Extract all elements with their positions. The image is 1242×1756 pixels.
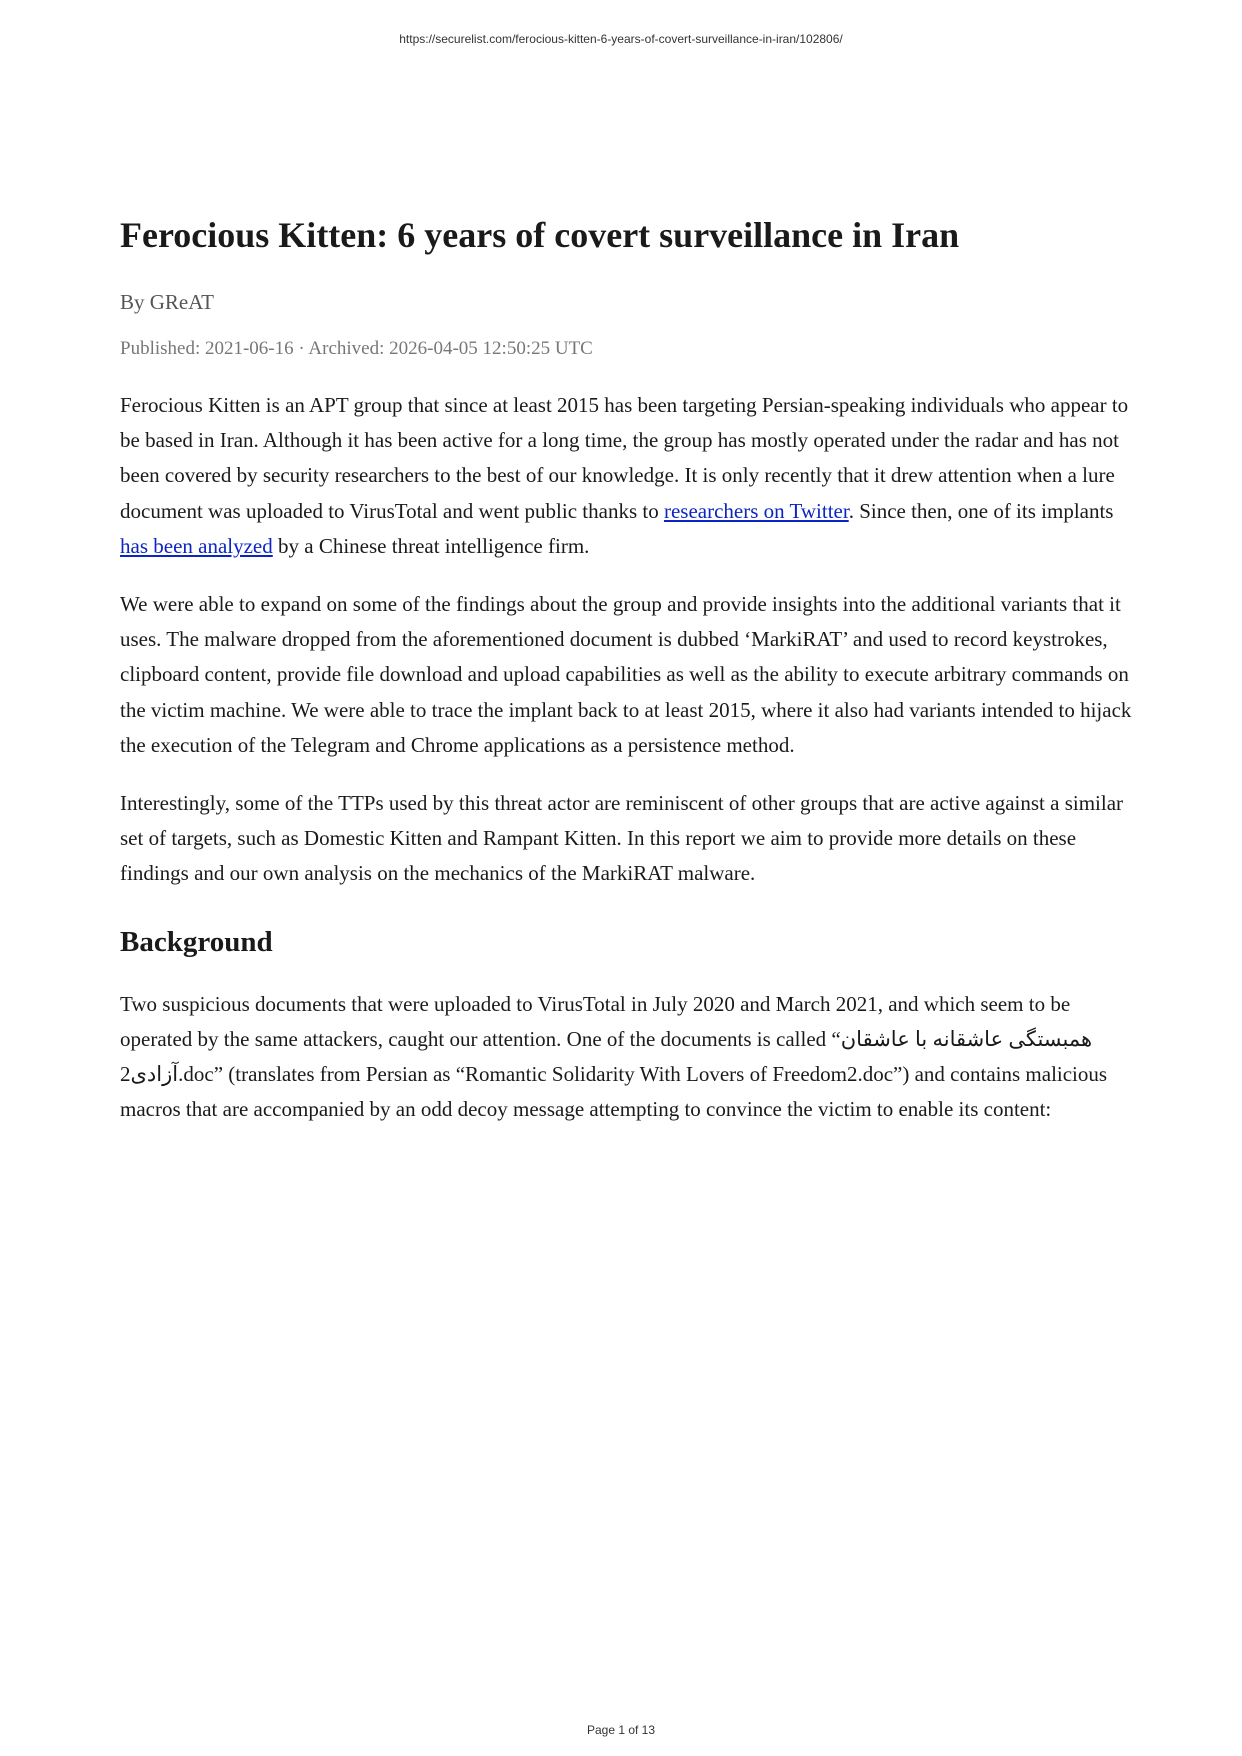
byline: By GReAT bbox=[120, 290, 214, 314]
page-footer: Page 1 of 13 bbox=[586, 1723, 656, 1737]
paragraph-text: Ferocious Kitten is an APT group that since at least 2015 has been targeting Persian-speaking individuals who appear to be based in Iran. Although it has been active for a long time, the group has mostly operated under the radar and has not been covered by security researchers to the best of our knowledge. It is only recently that it drew attention when a lure document was uploaded to VirusTotal and went public thanks to bbox=[120, 393, 1129, 523]
researchers-twitter-link[interactable]: researchers on Twitter bbox=[663, 498, 849, 523]
ttps-paragraph: Interestingly, some of the TTPs used by this threat actor are reminiscent of other groups that are active against a similar set of targets, such as Domestic Kitten and Rampant Kitten. In this report we aim to provide more details on these findings and our own analysis on the mechanics of the MarkiRAT malware. bbox=[120, 791, 1124, 886]
section-heading-background: Background bbox=[120, 925, 273, 958]
page-url: https://securelist.com/ferocious-kitten-6-years-of-covert-surveillance-in-iran/102806/ bbox=[399, 32, 843, 46]
paragraph-text: . Since then, one of its implants bbox=[848, 498, 1114, 523]
article-title: Ferocious Kitten: 6 years of covert surveillance in Iran bbox=[120, 215, 960, 255]
paragraph-text: by a Chinese threat intelligence firm. bbox=[272, 533, 590, 558]
has-been-analyzed-link[interactable]: has been analyzed bbox=[120, 533, 273, 558]
paragraph-text: Two suspicious documents that were uploaded to VirusTotal in July 2020 and March 2021, and which seem to be operated by the same attackers, caught our attention. One of the documents is called “ bbox=[120, 991, 1071, 1051]
article bbox=[120, 211, 1132, 1127]
findings-paragraph: We were able to expand on some of the findings about the group and provide insights into the additional variants that it uses. The malware dropped from the aforementioned document is dubbed ‘MarkiRAT’ and used to record keystrokes, clipboard content, provide file download and upload capabilities as well as the ability to execute arbitrary commands on the victim machine. We were able to trace the implant back to at least 2015, where it also had variants intended to hijack the execution of the Telegram and Chrome applications as a persistence method. bbox=[120, 592, 1132, 757]
paragraph-text: ” (translates from Persian as “Romantic Solidarity With Lovers of Freedom2.doc”) and contains malicious macros that are accompanied by an odd decoy message attempting to convince the victim to enable its content: bbox=[120, 1062, 1108, 1122]
background-paragraph bbox=[120, 987, 1132, 1128]
persian-document-name: همبستگی عاشقانه با عاشقان آزادی2.doc bbox=[120, 1026, 1093, 1087]
intro-paragraph bbox=[120, 388, 1132, 564]
publish-meta: Published: 2021-06-16 · Archived: 2026-04-05 12:50:25 UTC bbox=[120, 338, 593, 359]
